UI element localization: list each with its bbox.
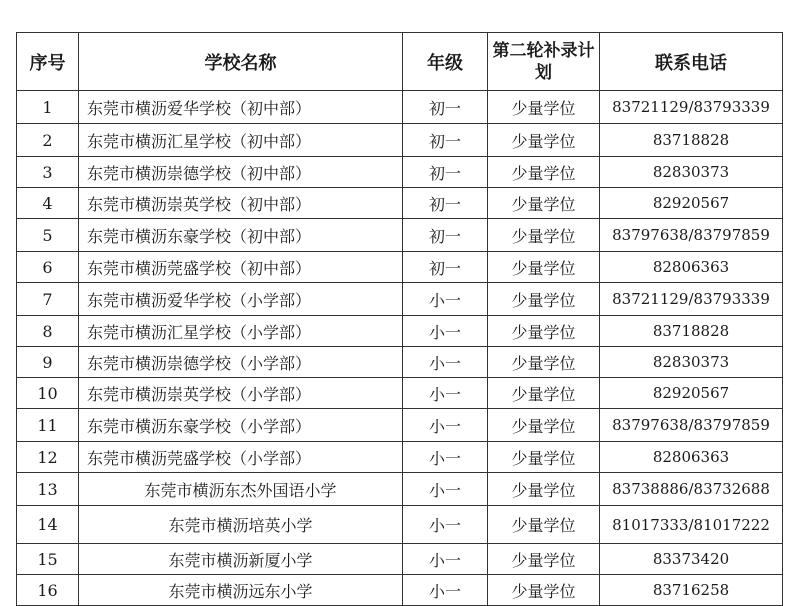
cell-phone: 82830373 [600, 157, 783, 188]
header-school-name: 学校名称 [79, 33, 403, 91]
table-row [17, 91, 783, 124]
cell-plan: 少量学位 [488, 473, 600, 506]
table-row [17, 409, 783, 442]
table-row [17, 544, 783, 575]
cell-school-name: 东莞市横沥远东小学 [79, 575, 403, 606]
cell-grade: 初一 [403, 219, 488, 252]
cell-no: 3 [17, 157, 79, 188]
cell-school-name: 东莞市横沥汇星学校（小学部） [79, 316, 403, 347]
cell-grade: 小一 [403, 506, 488, 544]
cell-school-name: 东莞市横沥崇德学校（初中部） [79, 157, 403, 188]
cell-plan: 少量学位 [488, 124, 600, 157]
header-grade: 年级 [403, 33, 488, 91]
table-body [17, 91, 783, 606]
table-row [17, 316, 783, 347]
cell-phone: 83797638/83797859 [600, 219, 783, 252]
header-no: 序号 [17, 33, 79, 91]
table-row [17, 252, 783, 283]
table-row [17, 506, 783, 544]
table-row [17, 347, 783, 378]
cell-grade: 小一 [403, 409, 488, 442]
cell-plan: 少量学位 [488, 347, 600, 378]
cell-plan: 少量学位 [488, 506, 600, 544]
cell-grade: 小一 [403, 575, 488, 606]
cell-school-name: 东莞市横沥崇英学校（初中部） [79, 188, 403, 219]
cell-no: 16 [17, 575, 79, 606]
table-row [17, 575, 783, 606]
table-row [17, 283, 783, 316]
cell-grade: 小一 [403, 283, 488, 316]
cell-grade: 初一 [403, 188, 488, 219]
table-row [17, 124, 783, 157]
cell-plan: 少量学位 [488, 157, 600, 188]
cell-no: 15 [17, 544, 79, 575]
cell-grade: 小一 [403, 378, 488, 409]
cell-phone: 83718828 [600, 316, 783, 347]
cell-phone: 82920567 [600, 378, 783, 409]
cell-no: 8 [17, 316, 79, 347]
cell-grade: 初一 [403, 252, 488, 283]
cell-no: 12 [17, 442, 79, 473]
cell-phone: 83373420 [600, 544, 783, 575]
cell-phone: 82806363 [600, 442, 783, 473]
cell-no: 10 [17, 378, 79, 409]
cell-plan: 少量学位 [488, 378, 600, 409]
cell-plan: 少量学位 [488, 409, 600, 442]
cell-plan: 少量学位 [488, 575, 600, 606]
cell-school-name: 东莞市横沥爱华学校（初中部） [79, 91, 403, 124]
cell-school-name: 东莞市横沥崇英学校（小学部） [79, 378, 403, 409]
cell-school-name: 东莞市横沥新厦小学 [79, 544, 403, 575]
cell-grade: 小一 [403, 544, 488, 575]
cell-no: 11 [17, 409, 79, 442]
table-row [17, 473, 783, 506]
table-row [17, 378, 783, 409]
header-row [17, 33, 783, 91]
cell-plan: 少量学位 [488, 219, 600, 252]
cell-grade: 小一 [403, 347, 488, 378]
cell-phone: 82806363 [600, 252, 783, 283]
cell-no: 4 [17, 188, 79, 219]
cell-phone: 83718828 [600, 124, 783, 157]
cell-no: 7 [17, 283, 79, 316]
table-row [17, 188, 783, 219]
cell-no: 6 [17, 252, 79, 283]
cell-no: 2 [17, 124, 79, 157]
cell-plan: 少量学位 [488, 188, 600, 219]
header-phone: 联系电话 [600, 33, 783, 91]
cell-phone: 82830373 [600, 347, 783, 378]
cell-phone: 83797638/83797859 [600, 409, 783, 442]
cell-phone: 82920567 [600, 188, 783, 219]
cell-no: 1 [17, 91, 79, 124]
cell-school-name: 东莞市横沥爱华学校（小学部） [79, 283, 403, 316]
school-table-container [16, 32, 782, 606]
cell-school-name: 东莞市横沥汇星学校（初中部） [79, 124, 403, 157]
cell-plan: 少量学位 [488, 252, 600, 283]
school-table [16, 32, 783, 606]
cell-no: 13 [17, 473, 79, 506]
table-row [17, 442, 783, 473]
cell-plan: 少量学位 [488, 283, 600, 316]
cell-school-name: 东莞市横沥崇德学校（小学部） [79, 347, 403, 378]
cell-no: 9 [17, 347, 79, 378]
cell-grade: 初一 [403, 157, 488, 188]
cell-phone: 81017333/81017222 [600, 506, 783, 544]
cell-grade: 小一 [403, 316, 488, 347]
cell-phone: 83721129/83793339 [600, 283, 783, 316]
cell-phone: 83721129/83793339 [600, 91, 783, 124]
cell-no: 14 [17, 506, 79, 544]
header-plan: 第二轮补录计划 [488, 33, 600, 91]
cell-school-name: 东莞市横沥东豪学校（初中部） [79, 219, 403, 252]
cell-school-name: 东莞市横沥东豪学校（小学部） [79, 409, 403, 442]
cell-phone: 83716258 [600, 575, 783, 606]
cell-school-name: 东莞市横沥培英小学 [79, 506, 403, 544]
table-row [17, 219, 783, 252]
cell-plan: 少量学位 [488, 442, 600, 473]
cell-school-name: 东莞市横沥莞盛学校（初中部） [79, 252, 403, 283]
table-row [17, 157, 783, 188]
cell-grade: 小一 [403, 442, 488, 473]
cell-school-name: 东莞市横沥莞盛学校（小学部） [79, 442, 403, 473]
cell-plan: 少量学位 [488, 316, 600, 347]
cell-grade: 初一 [403, 124, 488, 157]
cell-no: 5 [17, 219, 79, 252]
cell-grade: 初一 [403, 91, 488, 124]
cell-school-name: 东莞市横沥东杰外国语小学 [79, 473, 403, 506]
cell-phone: 83738886/83732688 [600, 473, 783, 506]
cell-plan: 少量学位 [488, 544, 600, 575]
cell-plan: 少量学位 [488, 91, 600, 124]
cell-grade: 小一 [403, 473, 488, 506]
